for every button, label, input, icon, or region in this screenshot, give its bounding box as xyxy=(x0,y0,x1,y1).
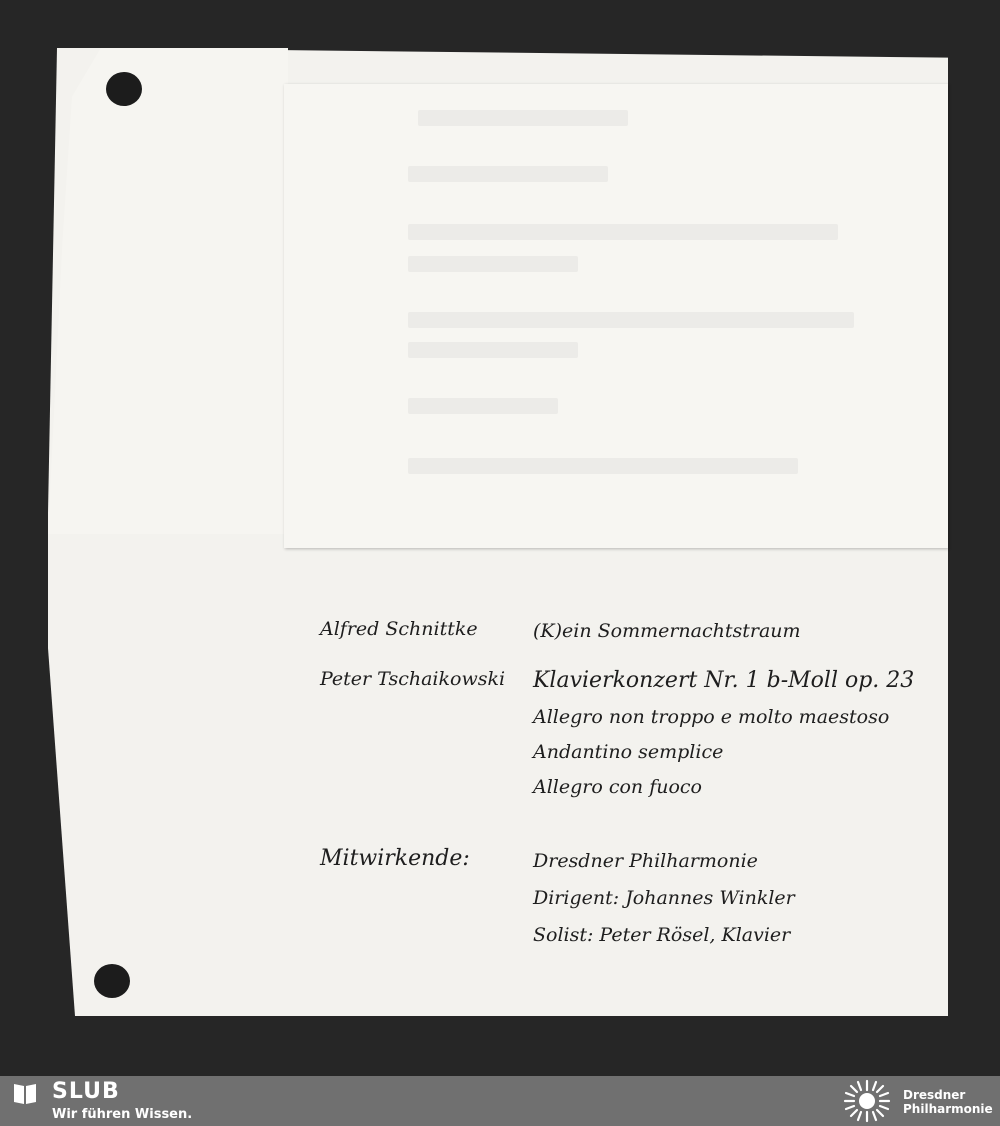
composer-name: Peter Tschaikowski xyxy=(320,668,506,690)
work-title: (K)ein Sommernachtstraum xyxy=(533,620,801,642)
partner-name-line2: Philharmonie xyxy=(903,1102,993,1116)
movement-title: Andantino semplice xyxy=(533,741,724,763)
movement-title: Allegro con fuoco xyxy=(533,776,702,798)
performers-heading: Mitwirkende: xyxy=(320,846,470,871)
partner-name xyxy=(903,1088,993,1116)
composer-name: Alfred Schnittke xyxy=(320,618,478,640)
sunburst-icon xyxy=(840,1078,894,1124)
movement-title: Allegro non troppo e molto maestoso xyxy=(533,706,890,728)
work-title: Klavierkonzert Nr. 1 b-Moll op. 23 xyxy=(533,668,915,693)
performer: Dirigent: Johannes Winkler xyxy=(533,887,795,909)
partner-name-line1: Dresdner xyxy=(903,1088,966,1102)
book-icon xyxy=(12,1082,38,1106)
performer: Solist: Peter Rösel, Klavier xyxy=(533,924,791,946)
library-name: SLUB xyxy=(52,1079,120,1104)
library-tagline: Wir führen Wissen. xyxy=(52,1107,193,1122)
viewer-footer xyxy=(0,1076,1000,1126)
performer: Dresdner Philharmonie xyxy=(533,850,758,872)
